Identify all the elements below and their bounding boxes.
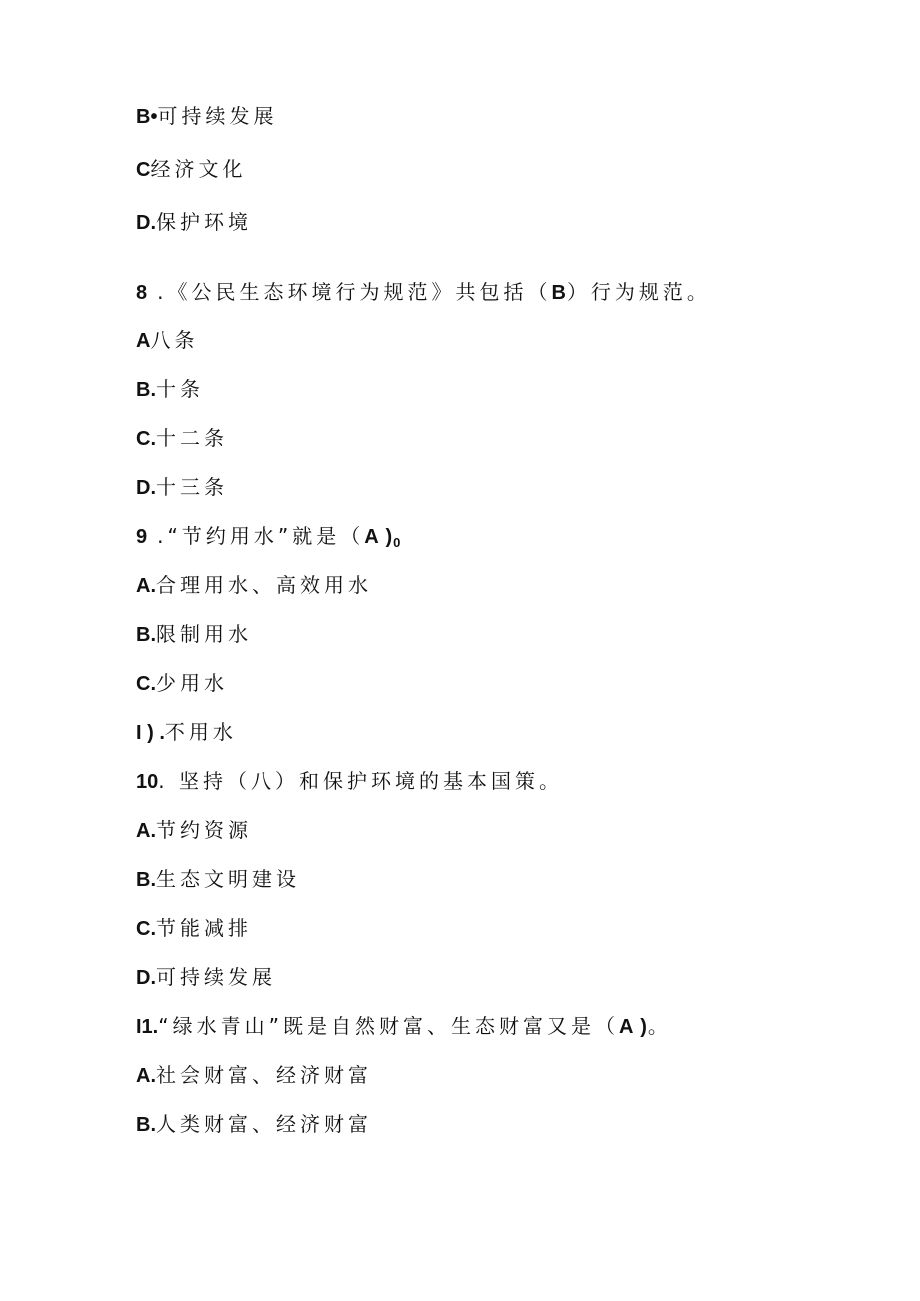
option-label: C.	[136, 918, 156, 940]
question-text-post: ）行为规范。	[566, 280, 711, 304]
option-text: 合理用水、高效用水	[156, 573, 372, 597]
option-label: A.	[136, 1065, 156, 1087]
option-text: 十条	[156, 377, 204, 401]
option-d-no-water	[136, 720, 237, 745]
option-label: B.	[136, 869, 156, 891]
option-c-less-water	[136, 671, 228, 696]
option-text: 不用水	[164, 720, 237, 744]
option-d-protect-environment	[136, 210, 252, 235]
option-c-energy-saving	[136, 916, 252, 941]
option-label: C.	[136, 673, 156, 695]
option-c-economy-culture	[136, 157, 246, 182]
option-b-ten	[136, 377, 204, 402]
option-text: 十三条	[156, 475, 228, 499]
option-a-eight	[136, 328, 198, 353]
option-text: 节能减排	[156, 916, 252, 940]
option-text: 人类财富、经济财富	[156, 1112, 372, 1136]
option-label: A	[136, 330, 151, 352]
question-10	[136, 769, 563, 794]
option-label: A.	[136, 575, 156, 597]
option-text: 经济文化	[150, 157, 247, 181]
option-label: D.	[136, 967, 156, 989]
question-9	[136, 524, 400, 555]
option-label: C.	[136, 428, 156, 450]
option-label: D.	[136, 212, 156, 234]
question-11	[136, 1014, 672, 1039]
option-c-twelve	[136, 426, 228, 451]
option-label: B.	[136, 1114, 156, 1136]
option-b-limit-water	[136, 622, 252, 647]
option-b-sustainable	[136, 104, 277, 129]
option-a-rational-water	[136, 573, 372, 598]
option-a-social-wealth	[136, 1063, 372, 1088]
option-text: 保护环境	[156, 210, 252, 234]
option-text: 生态文明建设	[156, 867, 300, 891]
option-text: 少用水	[156, 671, 228, 695]
question-answer: B	[551, 282, 567, 304]
question-text-post: 。	[647, 1014, 672, 1038]
option-b-eco-civilization	[136, 867, 300, 892]
option-text: 可持续发展	[156, 965, 276, 989]
option-d-thirteen	[136, 475, 228, 500]
question-text-pre: .“节约用水”就是（	[157, 524, 365, 548]
question-text-pre: .《公民生态环境行为规范》共包括（	[157, 280, 552, 304]
question-text-pre: “绿水青山”既是自然财富、生态财富又是（	[158, 1014, 619, 1038]
option-label: B.	[136, 624, 156, 646]
question-text-post: 0	[393, 535, 401, 550]
question-answer: A )	[618, 1016, 648, 1038]
option-text: 八条	[150, 328, 199, 352]
question-answer: A )	[364, 526, 394, 548]
option-label: D.	[136, 477, 156, 499]
option-label: A.	[136, 820, 156, 842]
option-a-save-resources	[136, 818, 252, 843]
option-label: C	[136, 159, 151, 181]
option-text: 限制用水	[156, 622, 252, 646]
question-text: . 坚持（八）和保护环境的基本国策。	[158, 769, 563, 793]
option-label: B.	[136, 379, 156, 401]
question-number: 8	[136, 282, 148, 304]
question-number: 10	[136, 771, 159, 793]
question-8	[136, 280, 711, 305]
option-d-sustainable	[136, 965, 276, 990]
option-label: I ) .	[136, 722, 165, 744]
question-number: 9	[136, 526, 148, 548]
question-number: I1.	[136, 1016, 159, 1038]
option-b-human-wealth	[136, 1112, 372, 1137]
option-text: 十二条	[156, 426, 228, 450]
option-text: 社会财富、经济财富	[156, 1063, 372, 1087]
option-text: 可持续发展	[157, 104, 278, 128]
option-label: B•	[136, 106, 158, 128]
option-text: 节约资源	[156, 818, 252, 842]
